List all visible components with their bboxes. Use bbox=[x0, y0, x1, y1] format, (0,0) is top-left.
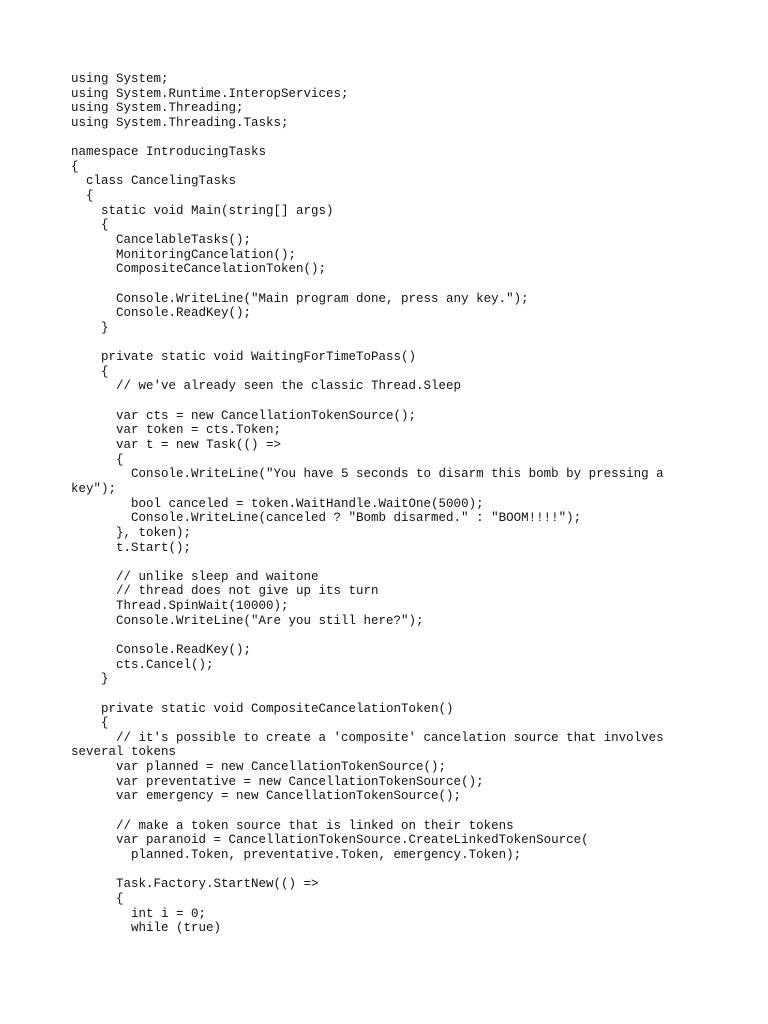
code-line: while (true) bbox=[71, 921, 222, 936]
code-line: var emergency = new CancellationTokenSource(); bbox=[71, 789, 462, 804]
code-line bbox=[71, 687, 691, 702]
code-line: static void Main(string[] args) bbox=[71, 203, 334, 218]
code-line: var token = cts.Token; bbox=[71, 423, 282, 438]
code-line: using System.Threading; bbox=[71, 101, 244, 116]
code-line: CancelableTasks(); bbox=[71, 233, 252, 248]
code-line: Thread.SpinWait(10000); bbox=[71, 599, 289, 614]
code-line bbox=[71, 863, 691, 878]
code-line bbox=[71, 555, 691, 570]
code-line: key"); bbox=[71, 481, 117, 496]
code-line: { bbox=[71, 159, 79, 174]
code-line: namespace IntroducingTasks bbox=[71, 145, 267, 160]
code-line: using System; bbox=[71, 72, 169, 86]
code-line: { bbox=[71, 891, 124, 906]
code-line: MonitoringCancelation(); bbox=[71, 247, 297, 262]
code-line: using System.Runtime.InteropServices; bbox=[71, 86, 349, 101]
code-line: Console.WriteLine(canceled ? "Bomb disarmed." : "BOOM!!!!"); bbox=[71, 511, 582, 526]
code-line: Console.WriteLine("Are you still here?"); bbox=[71, 613, 424, 628]
code-line bbox=[71, 131, 691, 146]
code-line bbox=[71, 336, 691, 351]
code-line: several tokens bbox=[71, 745, 177, 760]
code-line: // make a token source that is linked on their tokens bbox=[71, 818, 514, 833]
code-line: planned.Token, preventative.Token, emergency.Token); bbox=[71, 847, 522, 862]
code-line: var t = new Task(() => bbox=[71, 438, 282, 453]
code-line: Console.WriteLine("You have 5 seconds to disarm this bomb by pressing a bbox=[71, 467, 664, 482]
code-line: Console.ReadKey(); bbox=[71, 642, 252, 657]
code-line: private static void WaitingForTimeToPass() bbox=[71, 350, 417, 365]
code-line: var preventative = new CancellationTokenSource(); bbox=[71, 774, 484, 789]
code-line: class CancelingTasks bbox=[71, 174, 237, 189]
code-line: { bbox=[71, 364, 109, 379]
code-line: Console.ReadKey(); bbox=[71, 306, 252, 321]
code-line: cts.Cancel(); bbox=[71, 657, 214, 672]
code-line: { bbox=[71, 452, 124, 467]
code-line: var cts = new CancellationTokenSource(); bbox=[71, 408, 417, 423]
code-line: { bbox=[71, 189, 94, 204]
code-line: using System.Threading.Tasks; bbox=[71, 115, 289, 130]
code-line: var paranoid = CancellationTokenSource.CreateLinkedTokenSource( bbox=[71, 833, 589, 848]
code-line: bool canceled = token.WaitHandle.WaitOne(5000); bbox=[71, 496, 484, 511]
code-line: { bbox=[71, 218, 109, 233]
code-listing bbox=[71, 72, 691, 936]
code-line: // unlike sleep and waitone bbox=[71, 569, 319, 584]
code-line bbox=[71, 394, 691, 409]
code-line: // we've already seen the classic Thread.Sleep bbox=[71, 379, 462, 394]
code-line: Task.Factory.StartNew(() => bbox=[71, 877, 319, 892]
code-line: } bbox=[71, 672, 109, 687]
code-line bbox=[71, 277, 691, 292]
code-line: // thread does not give up its turn bbox=[71, 584, 379, 599]
code-line bbox=[71, 628, 691, 643]
code-line: // it's possible to create a 'composite' cancelation source that involves bbox=[71, 730, 664, 745]
code-line bbox=[71, 804, 691, 819]
code-line: { bbox=[71, 716, 109, 731]
code-line: } bbox=[71, 320, 109, 335]
code-line: }, token); bbox=[71, 525, 192, 540]
code-line: Console.WriteLine("Main program done, press any key."); bbox=[71, 291, 529, 306]
code-line: var planned = new CancellationTokenSource(); bbox=[71, 760, 447, 775]
code-line: CompositeCancelationToken(); bbox=[71, 262, 327, 277]
code-line: private static void CompositeCancelationToken() bbox=[71, 701, 454, 716]
code-line: int i = 0; bbox=[71, 906, 207, 921]
code-line: t.Start(); bbox=[71, 540, 192, 555]
